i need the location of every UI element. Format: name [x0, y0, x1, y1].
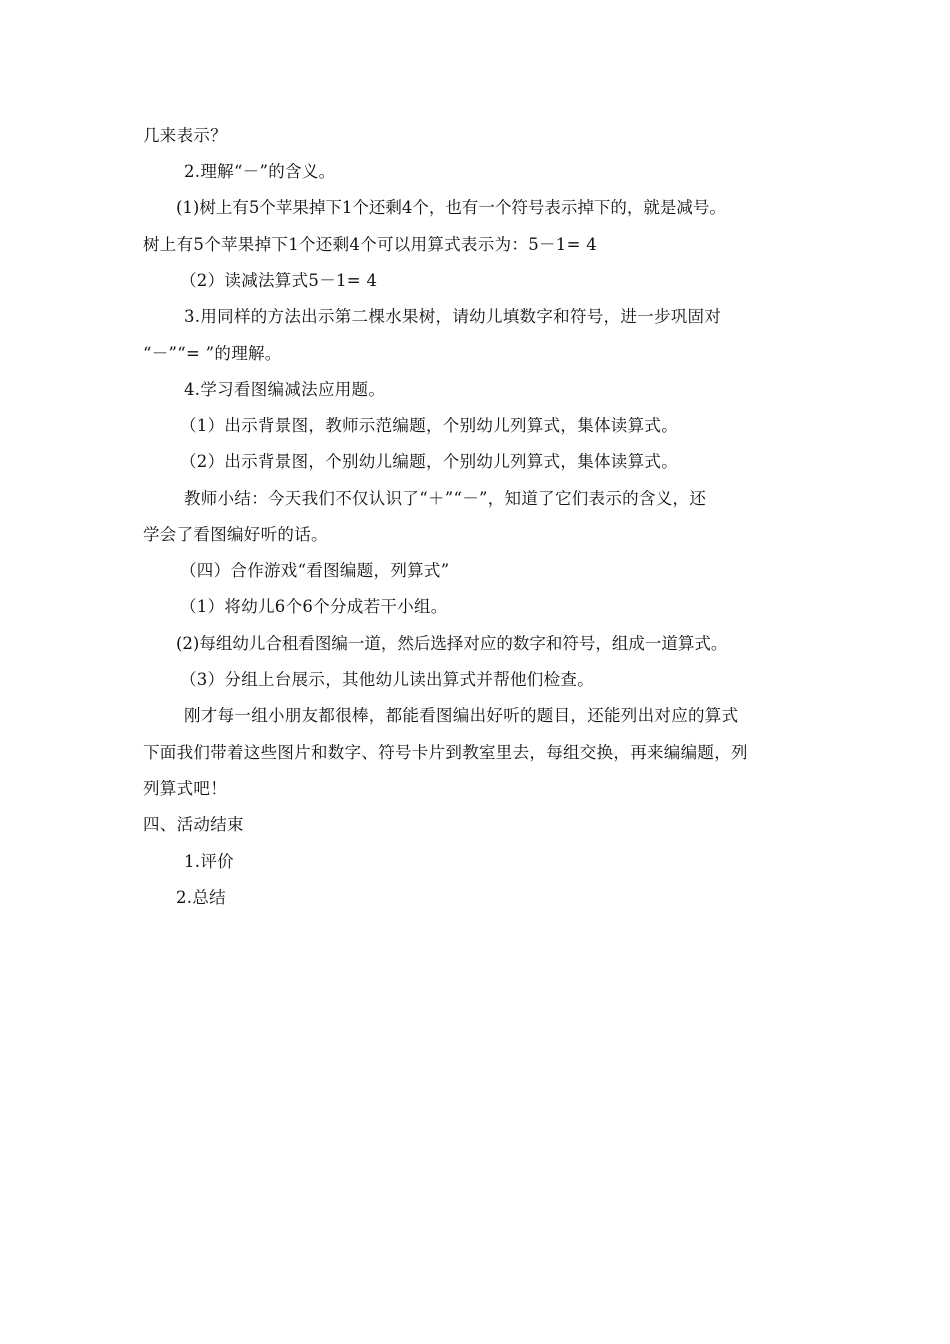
text-line: 几来表示？ [143, 126, 227, 145]
text-line: 1.评价 [184, 852, 234, 871]
text-line: “－”“= ”的理解。 [143, 344, 282, 363]
text-line: 树上有5个苹果掉下1个还剩4个可以用算式表示为：5－1= 4 [143, 235, 598, 254]
text-line: 3.用同样的方法出示第二棵水果树，请幼儿填数字和符号，进一步巩固对 [184, 307, 722, 326]
text-line: 学会了看图编好听的话。 [143, 525, 328, 544]
text-line: 刚才每一组小朋友都很棒，都能看图编出好听的题目，还能列出对应的算式 [184, 706, 739, 725]
text-line: 2.理解“－”的含义。 [184, 162, 336, 181]
section-heading: 四、活动结束 [143, 815, 244, 834]
text-line: （1）出示背景图，教师示范编题，个别幼儿列算式，集体读算式。 [180, 416, 678, 435]
text-line: （四）合作游戏“看图编题，列算式” [180, 561, 450, 580]
text-line: （3）分组上台展示，其他幼儿读出算式并帮他们检查。 [180, 670, 594, 689]
text-line: (1)树上有5个苹果掉下1个还剩4个，也有一个符号表示掉下的，就是减号。 [176, 198, 726, 217]
text-line: （2）出示背景图，个别幼儿编题，个别幼儿列算式，集体读算式。 [180, 452, 678, 471]
text-line: （1）将幼儿6个6个分成若干小组。 [180, 597, 448, 616]
text-line: (2)每组幼儿合租看图编一道，然后选择对应的数字和符号，组成一道算式。 [176, 634, 728, 653]
text-line: 4.学习看图编减法应用题。 [184, 380, 386, 399]
text-line: （2）读减法算式5－1= 4 [180, 271, 378, 290]
text-line: 2.总结 [176, 888, 226, 907]
text-line: 教师小结：今天我们不仅认识了“＋”“－”，知道了它们表示的含义，还 [184, 489, 707, 508]
text-line: 下面我们带着这些图片和数字、符号卡片到教室里去，每组交换，再来编编题，列 [143, 743, 748, 762]
text-line: 列算式吧！ [143, 779, 227, 798]
